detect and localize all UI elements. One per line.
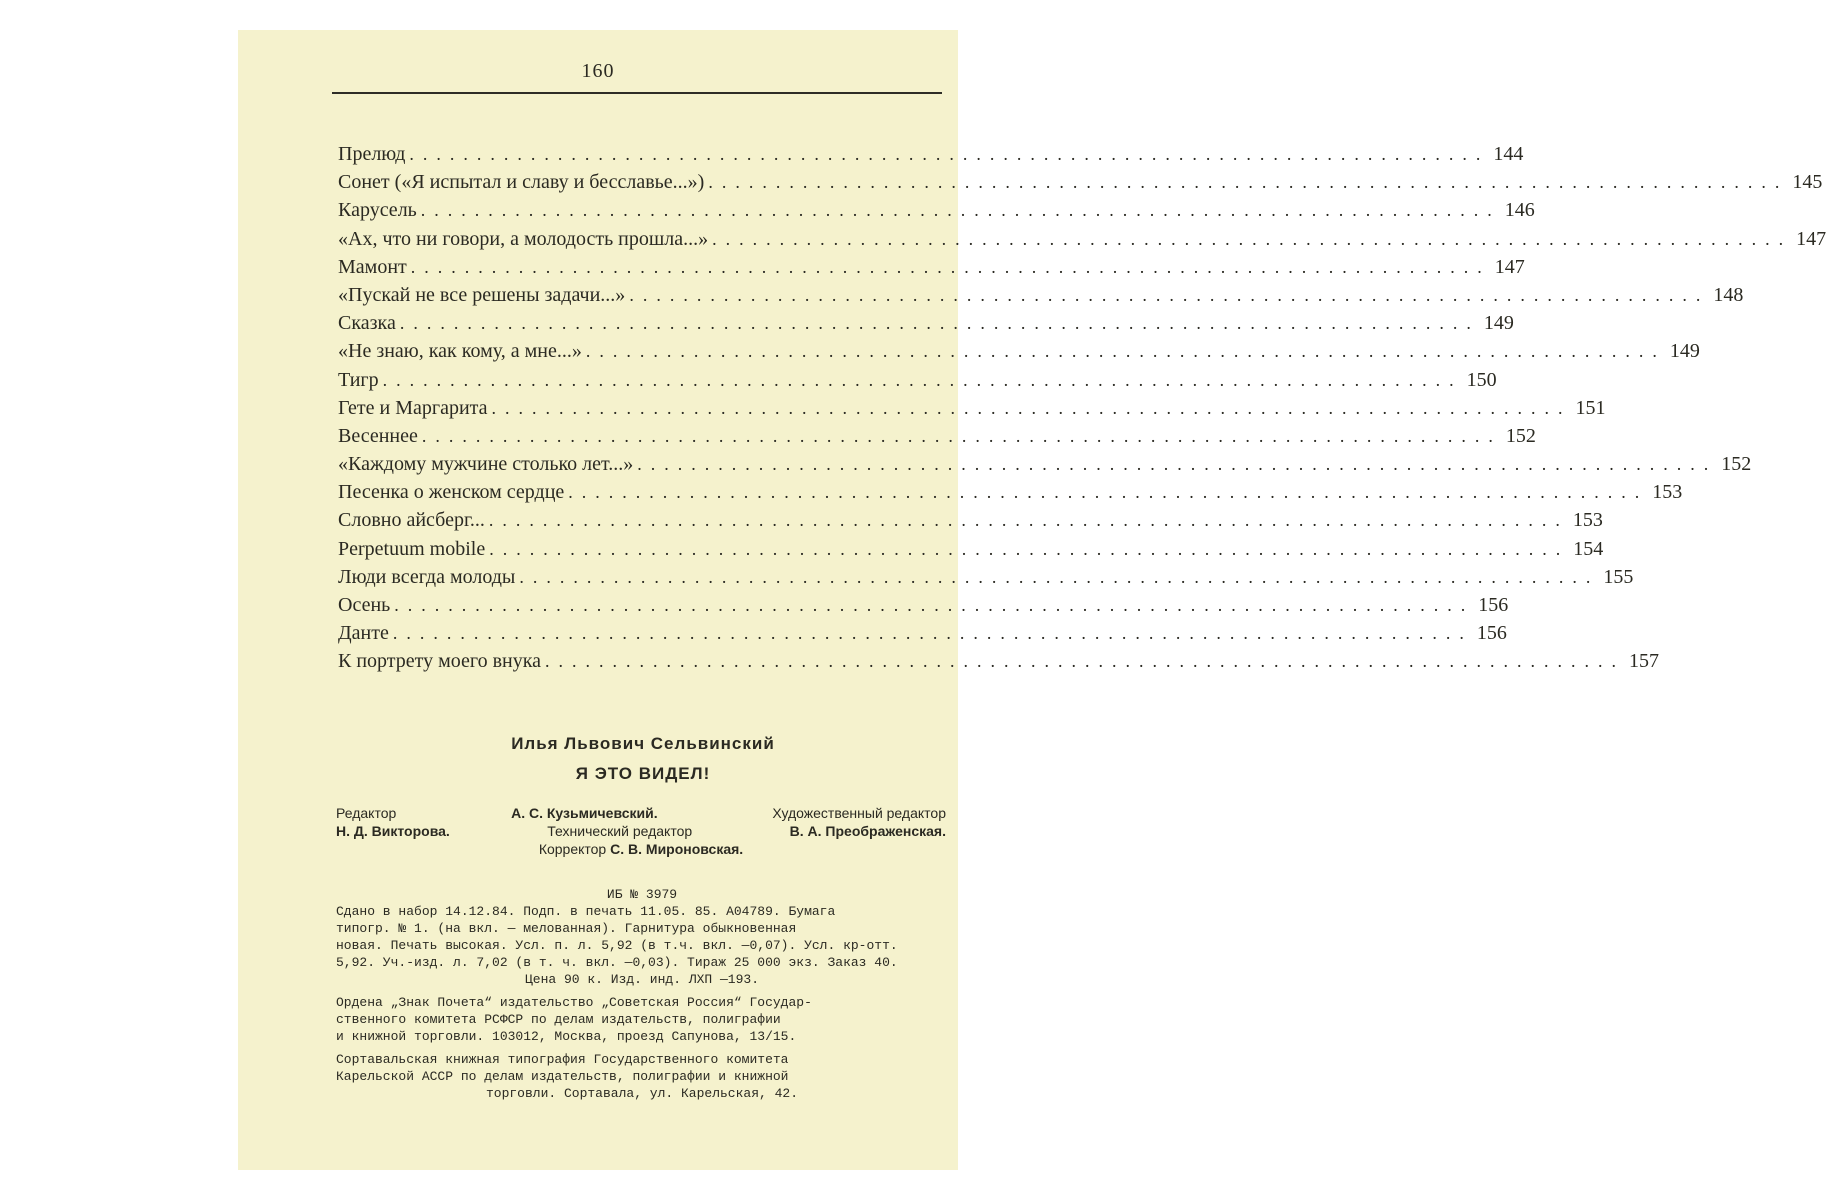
imprint-line: типогр. № 1. (на вкл. — мелованная). Гарнитура обыкновенная [336,921,797,936]
toc-entry-page: 154 [1573,537,1604,560]
toc-leader-dots: ................................................................................ [585,341,1666,362]
toc-leader-dots: ................................................................................ [637,454,1718,475]
toc-entry-page: 147 [1796,227,1826,250]
toc-entry-title: Данте [338,622,389,645]
author-name: Илья Львович Сельвинский [511,734,775,753]
toc-leader-dots: ................................................................................ [568,482,1649,503]
toc-leader-dots: ................................................................................ [488,510,1569,531]
toc-entry-page: 149 [1483,312,1514,335]
toc-entry-title: «Ах, что ни говори, а молодость прошла...» [338,227,709,250]
toc-entry [338,143,1524,171]
publisher-block [336,994,948,1045]
toc-entry-page: 152 [1505,424,1536,447]
toc-entry [338,537,1604,566]
imprint-line: Сдано в набор 14.12.84. Подп. в печать 11.05. 85. А04789. Бумага [336,904,836,919]
toc-entry-title: Perpetuum mobile [338,537,486,560]
page-number: 160 [581,60,615,82]
toc-leader-dots: ................................................................................ [410,256,1491,277]
toc-leader-dots: ................................................................................ [382,369,1463,390]
toc-entry-page: 144 [1493,143,1524,165]
toc-leader-dots: ................................................................................ [421,425,1502,446]
imprint-line: 5,92. Уч.-изд. л. 7,02 (в т. ч. вкл. —0,03). Тираж 25 000 экз. Заказ 40. [336,955,898,970]
editor-label: Редактор [336,805,397,821]
ib-number: ИБ № 3979 [606,887,678,902]
toc-entry-title: Люди всегда молоды [338,565,516,588]
printer-line: Карельской АССР по делам издательств, полиграфии и книжной [336,1069,789,1084]
toc-entry-title: Сонет («Я испытал и славу и бесславье...») [338,171,705,194]
toc-entry [338,424,1536,453]
toc-entry-page: 148 [1713,283,1744,306]
toc-leader-dots: ................................................................................ [392,623,1473,644]
toc-leader-dots: ................................................................................ [708,172,1789,193]
toc-entry-page: 150 [1466,368,1497,391]
imprint-line: новая. Печать высокая. Усл. п. л. 5,92 (в т.ч. вкл. —0,07). Усл. кр-отт. [336,938,898,953]
toc-leader-dots: ................................................................................ [420,200,1501,221]
toc-entry [338,650,1660,678]
toc-leader-dots: ................................................................................ [409,144,1490,164]
toc-leader-dots: ................................................................................ [629,284,1710,305]
toc-entry [338,396,1606,425]
toc-entry-title: Карусель [338,199,417,222]
toc-entry [338,453,1752,481]
toc-leader-dots: ................................................................................ [712,228,1793,249]
publisher-line: Ордена „Знак Почета“ издательство „Советская Россия“ Государ- [336,995,812,1010]
toc-entry [338,171,1823,199]
toc-entry-title: «Каждому мужчине столько лет...» [338,453,634,476]
toc-entry [338,565,1634,594]
toc-entry [338,227,1826,256]
toc-entry [338,312,1514,340]
toc-entry-page: 156 [1478,594,1509,616]
book-page [238,30,1826,1170]
toc-entry-title: «Не знаю, как кому, а мне...» [338,340,582,363]
toc-entry-title: К портрету моего внука [338,650,542,673]
tech-editor-label: Технический редактор [547,823,693,839]
toc-entry [338,622,1507,650]
credits-block [336,804,946,858]
table-of-contents [338,143,1826,679]
toc-entry-title: Осень [338,594,391,616]
art-editor-name: Н. Д. Викторова. [336,823,450,839]
toc-leader-dots: ................................................................................ [545,651,1626,672]
tech-editor-name: В. А. Преображенская. [789,823,946,839]
art-editor-label: Художественный редактор [772,805,946,821]
toc-entry-title: Гете и Маргарита [338,396,488,419]
toc-leader-dots: ................................................................................ [491,397,1572,418]
printer-line: Сортавальская книжная типография Государственного комитета [336,1052,789,1067]
imprint-line: Цена 90 к. Изд. инд. ЛХП —193. [524,972,760,987]
toc-entry-title: Весеннее [338,424,418,447]
book-title: Я ЭТО ВИДЕЛ! [575,764,711,783]
toc-entry-page: 153 [1652,481,1683,504]
toc-leader-dots: ................................................................................ [489,538,1570,559]
toc-entry [338,340,1700,368]
toc-entry-page: 146 [1504,199,1535,222]
toc-entry-page: 147 [1494,255,1525,278]
toc-entry-title: «Пускай не все решены задачи...» [338,283,626,306]
toc-entry-page: 152 [1721,453,1752,476]
toc-entry-page: 145 [1792,171,1823,194]
toc-entry [338,368,1497,397]
toc-entry [338,481,1683,509]
toc-entry-page: 157 [1629,650,1660,673]
toc-entry-title: Прелюд [338,143,406,165]
toc-entry-title: Песенка о женском сердце [338,481,565,504]
corrector-label: Корректор [538,841,607,857]
imprint-block [336,886,948,1102]
toc-entry-page: 151 [1575,396,1606,419]
editor-name: А. С. Кузьмичевский. [511,805,658,821]
toc-entry-title: Мамонт [338,255,407,278]
toc-entry-page: 156 [1476,622,1507,645]
toc-entry [338,199,1535,227]
toc-entry-title: Тигр [338,368,379,391]
toc-entry-title: Сказка [338,312,396,335]
toc-entry-page: 149 [1669,340,1700,363]
toc-entry-page: 153 [1572,509,1603,532]
toc-entry-page: 155 [1603,565,1634,588]
toc-entry [338,509,1603,537]
toc-entry [338,283,1744,312]
printer-block [336,1051,948,1102]
toc-entry-title: Словно айсберг... [338,509,485,532]
header-rule [332,92,942,94]
printer-line: торговли. Сортавала, ул. Карельская, 42. [485,1086,799,1101]
toc-entry [338,255,1525,284]
toc-leader-dots: ................................................................................ [394,595,1475,615]
toc-leader-dots: ................................................................................ [519,566,1600,587]
toc-entry [338,594,1509,622]
publisher-line: ственного комитета РСФСР по делам издательств, полиграфии [336,1012,781,1027]
toc-leader-dots: ................................................................................ [399,313,1480,334]
corrector-name: С. В. Мироновская. [610,841,744,857]
publisher-line: и книжной торговли. 103012, Москва, проезд Сапунова, 13/15. [336,1029,797,1044]
